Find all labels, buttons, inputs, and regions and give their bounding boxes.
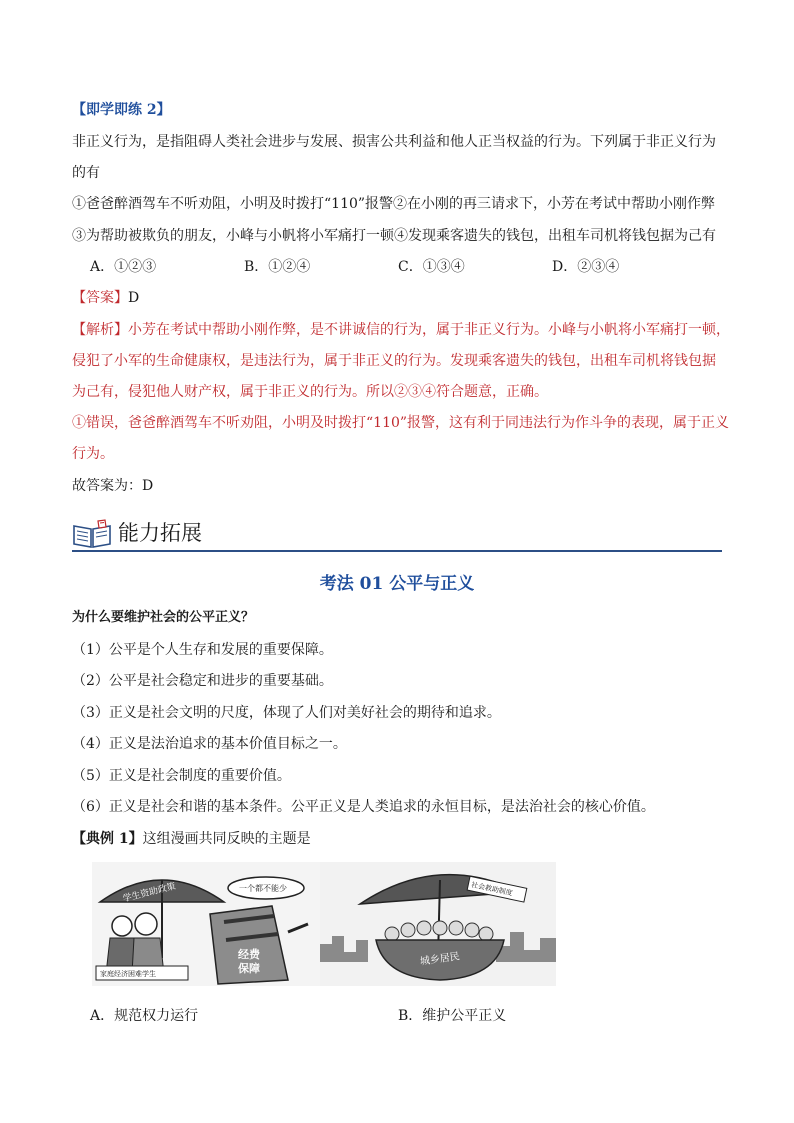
- svg-text:学生资助政策: 学生资助政策: [121, 881, 177, 905]
- question-items-line1: ①爸爸醉酒驾车不听劝阻，小明及时拨打“110”报警②在小刚的再三请求下，小芳在考试中帮助小刚作弊: [72, 196, 716, 212]
- example-line: [72, 829, 311, 849]
- method-title: 考法 01 公平与正义: [319, 574, 475, 594]
- conclusion-line: 故答案为：D: [72, 478, 154, 494]
- option-d: D．②③④: [552, 259, 620, 275]
- section-header: [72, 514, 722, 552]
- cartoon-left: [92, 862, 320, 986]
- answer-label: 【答案】: [72, 290, 128, 306]
- question-items-line2: ③为帮助被欺负的朋友，小峰与小帆将小军痛打一顿④发现乘客遗失的钱包，出租车司机将钱包据为己有: [72, 228, 716, 244]
- analysis-line3: 为己有，侵犯他人财产权，属于非正义的行为。所以②③④符合题意，正确。: [72, 384, 548, 400]
- cartoon-right: [320, 862, 556, 986]
- analysis-line1: [72, 320, 730, 340]
- analysis-text-1: 小芳在考试中帮助小刚作弊，是不讲诚信的行为，属于非正义行为。小峰与小帆将小军痛打一顿，: [128, 322, 730, 338]
- analysis-label: 【解析】: [72, 322, 128, 338]
- answer-line: [72, 288, 139, 308]
- option-c: C．①③④: [398, 259, 465, 275]
- content-question: 为什么要维护社会的公平正义？: [72, 610, 255, 625]
- practice-label: 【即学即练 2】: [72, 102, 171, 118]
- svg-text:保障: 保障: [238, 962, 260, 975]
- svg-text:经费: 经费: [238, 948, 260, 961]
- point-1: （1）公平是个人生存和发展的重要保障。: [72, 642, 333, 658]
- option-b: B．①②④: [244, 259, 311, 275]
- point-2: （2）公平是社会稳定和进步的重要基础。: [72, 673, 333, 689]
- svg-text:城乡居民: 城乡居民: [419, 951, 461, 968]
- cartoon-right-drawing: [320, 862, 556, 986]
- section-divider: [72, 550, 722, 552]
- point-4: （4）正义是法治追求的基本价值目标之一。: [72, 736, 347, 752]
- example-label: 【典例 1】: [72, 831, 143, 847]
- example-option-a: A．规范权力运行: [90, 1008, 199, 1024]
- svg-text:家庭经济困难学生: 家庭经济困难学生: [100, 970, 156, 978]
- question-text-line1: 非正义行为，是指阻碍人类社会进步与发展、损害公共利益和他人正当权益的行为。下列属于非正义行为: [72, 134, 716, 150]
- book-icon: [72, 518, 112, 548]
- point-5: （5）正义是社会制度的重要价值。: [72, 768, 291, 784]
- point-3: （3）正义是社会文明的尺度，体现了人们对美好社会的期待和追求。: [72, 705, 501, 721]
- example-option-b: B．维护公平正义: [398, 1008, 507, 1024]
- analysis-line4: ①错误，爸爸醉酒驾车不听劝阻，小明及时拨打“110”报警，这有利于同违法行为作斗争的表现，属于正义: [72, 415, 730, 431]
- svg-text:一个都不能少: 一个都不能少: [239, 884, 287, 893]
- answer-value: D: [128, 290, 140, 306]
- question-text-line2: 的有: [72, 165, 100, 181]
- point-6: （6）正义是社会和谐的基本条件。公平正义是人类追求的永恒目标，是法治社会的核心价值。: [72, 799, 655, 815]
- example-question: 这组漫画共同反映的主题是: [142, 831, 311, 847]
- analysis-line2: 侵犯了小军的生命健康权，是违法行为，属于非正义的行为。发现乘客遗失的钱包，出租车司机将钱包据: [72, 353, 716, 369]
- cartoon-left-drawing: [92, 862, 320, 986]
- svg-text:社会救助制度: 社会救助制度: [470, 880, 514, 898]
- section-title: 能力拓展: [118, 521, 202, 545]
- analysis-line5: 行为。: [72, 446, 114, 462]
- option-a: A．①②③: [90, 259, 157, 275]
